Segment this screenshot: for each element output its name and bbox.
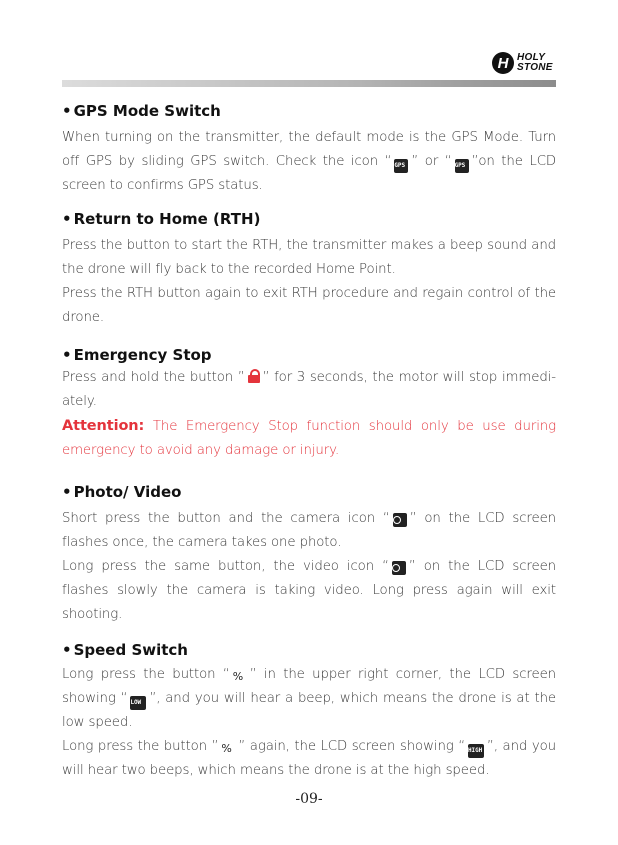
heading-text: Emergency Stop	[73, 346, 212, 364]
section-photo-video	[62, 481, 556, 627]
text-run: ”, and you will hear two beeps, which means the drone is at the high speed.	[62, 739, 556, 778]
section-emergency-stop	[62, 344, 556, 463]
paragraph: Press the button to start the RTH, the transmitter makes a beep sound and the drone will fly back to the recorded Home Point.	[62, 238, 556, 277]
header-bar	[62, 80, 556, 87]
section-heading: • GPS Mode Switch	[62, 102, 221, 120]
text-run: ”on the LCD screen to confirms GPS status.	[62, 154, 557, 193]
section-speed-switch	[62, 639, 556, 783]
logo-text-line2: STONE	[517, 62, 553, 73]
text-run: ” or “	[411, 154, 452, 169]
attention-label: Attention:	[62, 418, 145, 434]
paragraph	[62, 507, 556, 555]
manual-content	[62, 100, 556, 783]
heading-text: Photo/ Video	[73, 483, 182, 501]
logo-text	[517, 53, 553, 73]
text-run: Short press the button and the camera icon “	[62, 511, 390, 526]
logo-text-line1: HOLY	[517, 52, 546, 63]
text-run: ” on the LCD screen flashes slowly the camera is taking video. Long press again will exit shooting.	[62, 559, 556, 622]
low-speed-icon: LOW	[130, 696, 146, 710]
text-run: Long press the button ”	[62, 739, 219, 754]
speed-icon: %	[221, 742, 232, 755]
heading-text: Speed Switch	[73, 641, 188, 659]
lock-icon	[248, 369, 260, 383]
page-number: -09-	[295, 791, 323, 807]
text-run: When turning on the transmitter, the default mode is the GPS Mode. Turn off GPS by sliding GPS switch. Check the icon “	[62, 130, 556, 169]
paragraph	[62, 735, 556, 783]
high-speed-icon: HIGH	[468, 744, 484, 758]
gps-on-icon: GPS	[455, 159, 469, 173]
text-run: ” again, the LCD screen showing “	[238, 739, 466, 754]
section-heading: • Emergency Stop	[62, 346, 212, 364]
heading-text: GPS Mode Switch	[73, 102, 221, 120]
attention-note	[62, 414, 556, 463]
text-run: ”, and you will hear a beep, which means the drone is at the low speed.	[62, 691, 556, 730]
paragraph	[62, 663, 556, 735]
paragraph: Press the RTH button again to exit RTH procedure and regain control of the drone.	[62, 286, 556, 325]
text-run: ” for 3 seconds, the motor will stop immedi-ately.	[62, 370, 556, 409]
section-heading: • Return to Home (RTH)	[62, 210, 261, 228]
video-icon	[392, 561, 406, 575]
speed-icon: %	[232, 670, 244, 683]
paragraph	[62, 126, 556, 198]
attention-text: The Emergency Stop function should only be use during emergency to avoid any damage or injury.	[62, 419, 556, 458]
text-run: Long press the same button, the video icon “	[62, 559, 389, 574]
paragraph	[62, 555, 556, 627]
section-gps-mode	[62, 100, 556, 198]
text-run: ” in the upper right corner, the LCD screen showing “	[62, 667, 556, 706]
section-heading: • Speed Switch	[62, 641, 188, 659]
brand-logo	[492, 52, 553, 74]
camera-icon	[393, 513, 407, 527]
logo-mark: H	[492, 52, 514, 74]
text-run: ” on the LCD screen flashes once, the camera takes one photo.	[62, 511, 556, 550]
gps-off-icon: GPS	[394, 159, 408, 173]
text-run: Press and hold the button ”	[62, 370, 245, 385]
paragraph	[62, 366, 556, 414]
section-heading: • Photo/ Video	[62, 483, 182, 501]
text-run: Long press the button “	[62, 667, 230, 682]
section-rth	[62, 208, 556, 330]
heading-text: Return to Home (RTH)	[73, 210, 261, 228]
